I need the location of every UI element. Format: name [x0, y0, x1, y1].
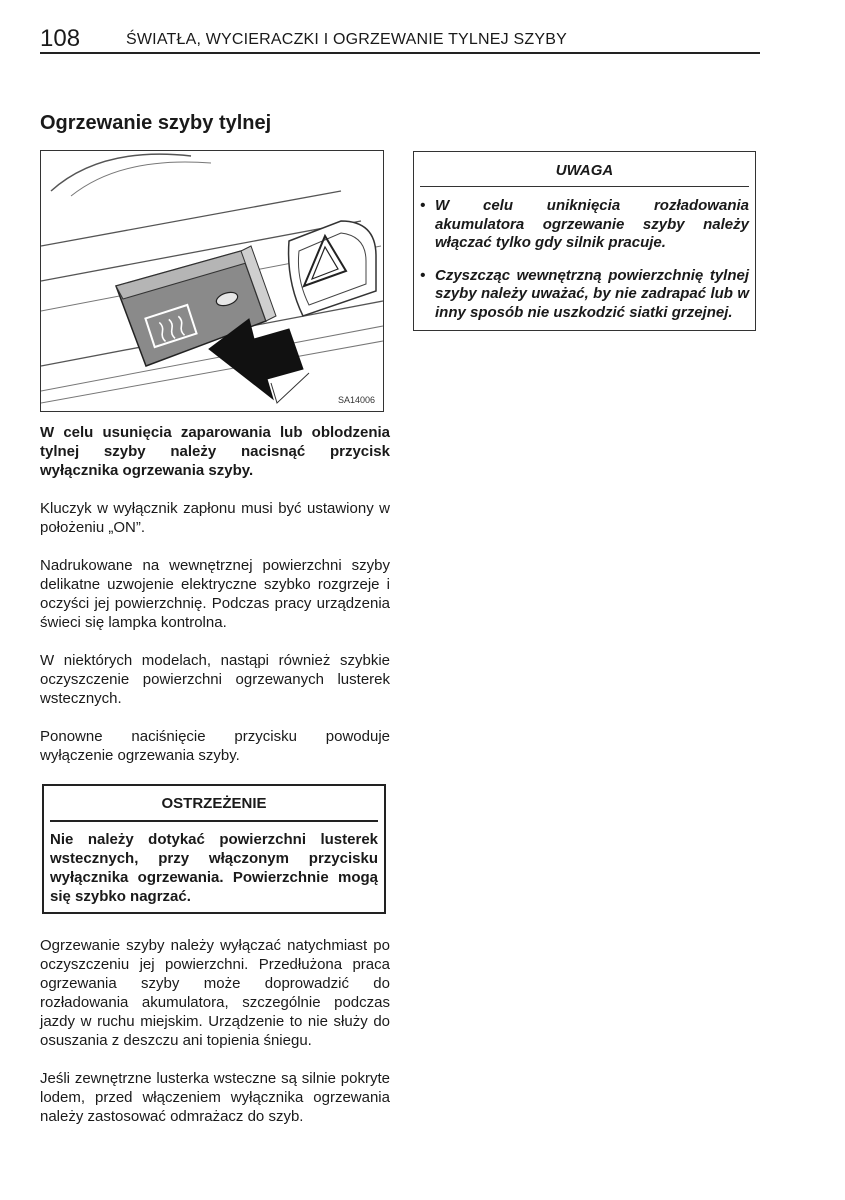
figure-code: SA14006: [337, 395, 375, 405]
main-text-column: [40, 423, 390, 1145]
notice-item-text: W celu uniknięcia rozładowania akumulatora ogrzewanie szyby należy włączać tylko gdy silnik pracuje.: [435, 197, 749, 251]
paragraph: Kluczyk w wyłącznik zapłonu musi być ustawiony w położeniu „ON”.: [40, 500, 390, 536]
paragraph: W niektórych modelach, nastąpi również szybkie oczyszczenie powierzchni ogrzewanych lusterek wstecznych.: [40, 652, 390, 707]
notice-title: UWAGA: [420, 152, 749, 187]
paragraph: Ogrzewanie szyby należy wyłączać natychmiast po oczyszczeniu jej powierzchni. Przedłużona praca ogrzewania szyby może doprowadzić do rozładowania akumulatora, szczególnie podczas jazdy w ruchu miejskim. Urządzenie to nie służy do osuszania z deszczu ani topienia śniegu.: [40, 937, 390, 1049]
notice-item-text: Czyszcząc wewnętrzną powierzchnię tylnej szyby należy uważać, by nie zadrapać lub w inny sposób nie uszkodzić siatki grzejnej.: [435, 266, 749, 321]
paragraph: Ponowne naciśnięcie przycisku powoduje wyłączenie ogrzewania szyby.: [40, 728, 390, 764]
warning-box: [42, 784, 386, 914]
warning-title: OSTRZEŻENIE: [50, 786, 378, 822]
running-title: ŚWIATŁA, WYCIERACZKI I OGRZEWANIE TYLNEJ SZYBY: [126, 31, 567, 48]
switch-drawing: [41, 151, 383, 411]
warning-text: Nie należy dotykać powierzchni lusterek wstecznych, przy włączonym przycisku wyłącznika ogrzewania. Powierzchnie mogą się szybko nagrzać.: [50, 831, 378, 905]
notice-list: [420, 197, 749, 322]
paragraph: Jeśli zewnętrzne lusterka wsteczne są silnie pokryte lodem, przed włączeniem wyłącznika ogrzewania należy zastosować odmrażacz do szyb.: [40, 1070, 390, 1125]
notice-item: [420, 267, 749, 323]
bullet-icon: •: [420, 197, 426, 214]
paragraph: Nadrukowane na wewnętrznej powierzchni szyby delikatne uzwojenie elektryczne szybko rozgrzeje i oczyści jej powierzchnię. Podczas pracy urządzenia świeci się lampka kontrolna.: [40, 557, 390, 631]
notice-item: [420, 197, 749, 253]
page-header: [40, 26, 760, 54]
intro-paragraph: W celu usunięcia zaparowania lub oblodzenia tylnej szyby należy nacisnąć przycisk wyłącznika ogrzewania szyby.: [40, 424, 390, 479]
section-title: Ogrzewanie szyby tylnej: [40, 112, 272, 134]
notice-box: [413, 151, 756, 331]
bullet-icon: •: [420, 266, 426, 284]
page-number: 108: [40, 25, 81, 52]
defogger-switch-illustration: [40, 150, 384, 412]
